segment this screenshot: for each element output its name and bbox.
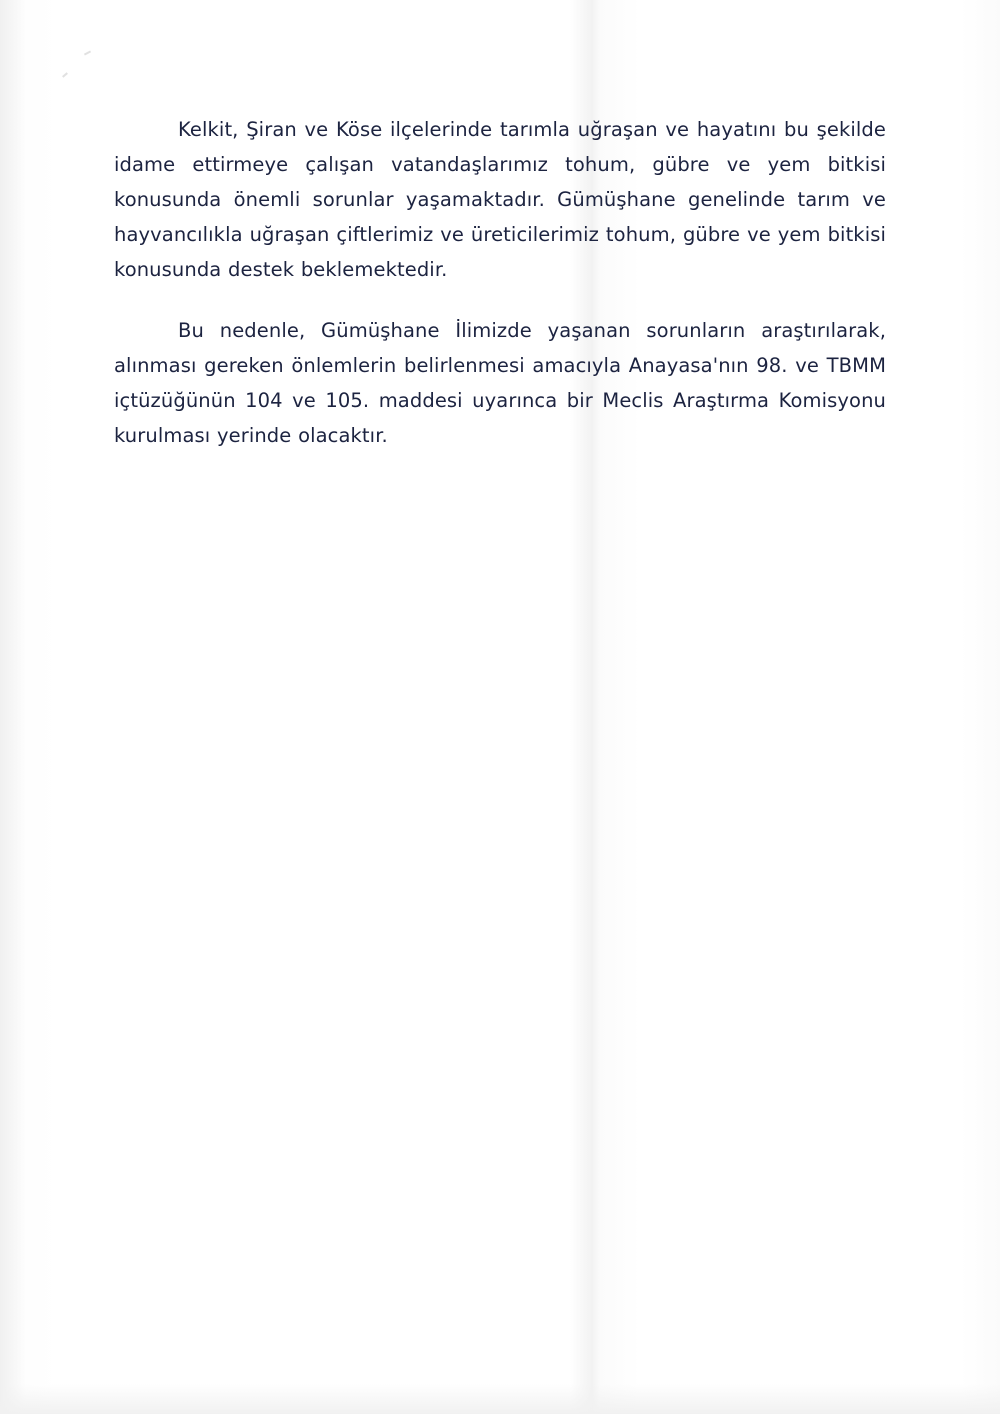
paragraph-2: Bu nedenle, Gümüşhane İlimizde yaşanan sorunların araştırılarak, alınması gereken önlemlerin belirlenmesi amacıyla Anayasa'nın 98. ve TBMM içtüzüğünün 104 ve 105. maddesi uyarınca bir Meclis Araştırma Komisyonu kurulması yerinde olacaktır. xyxy=(114,319,886,447)
document-body xyxy=(114,112,886,453)
page-edge-shadow-left xyxy=(0,0,26,1414)
page-edge-shadow-bottom xyxy=(0,1384,1000,1414)
scan-speck xyxy=(62,72,68,77)
scan-speck xyxy=(84,50,91,55)
paragraph-1: Kelkit, Şiran ve Köse ilçelerinde tarımla uğraşan ve hayatını bu şekilde idame ettirmeye çalışan vatandaşlarımız tohum, gübre ve yem bitkisi konusunda önemli sorunlar yaşamaktadır. Gümüşhane genelinde tarım ve hayvancılıkla uğraşan çiftlerimiz ve üreticilerimiz tohum, gübre ve yem bitkisi konusunda destek beklemektedir. xyxy=(114,118,886,281)
